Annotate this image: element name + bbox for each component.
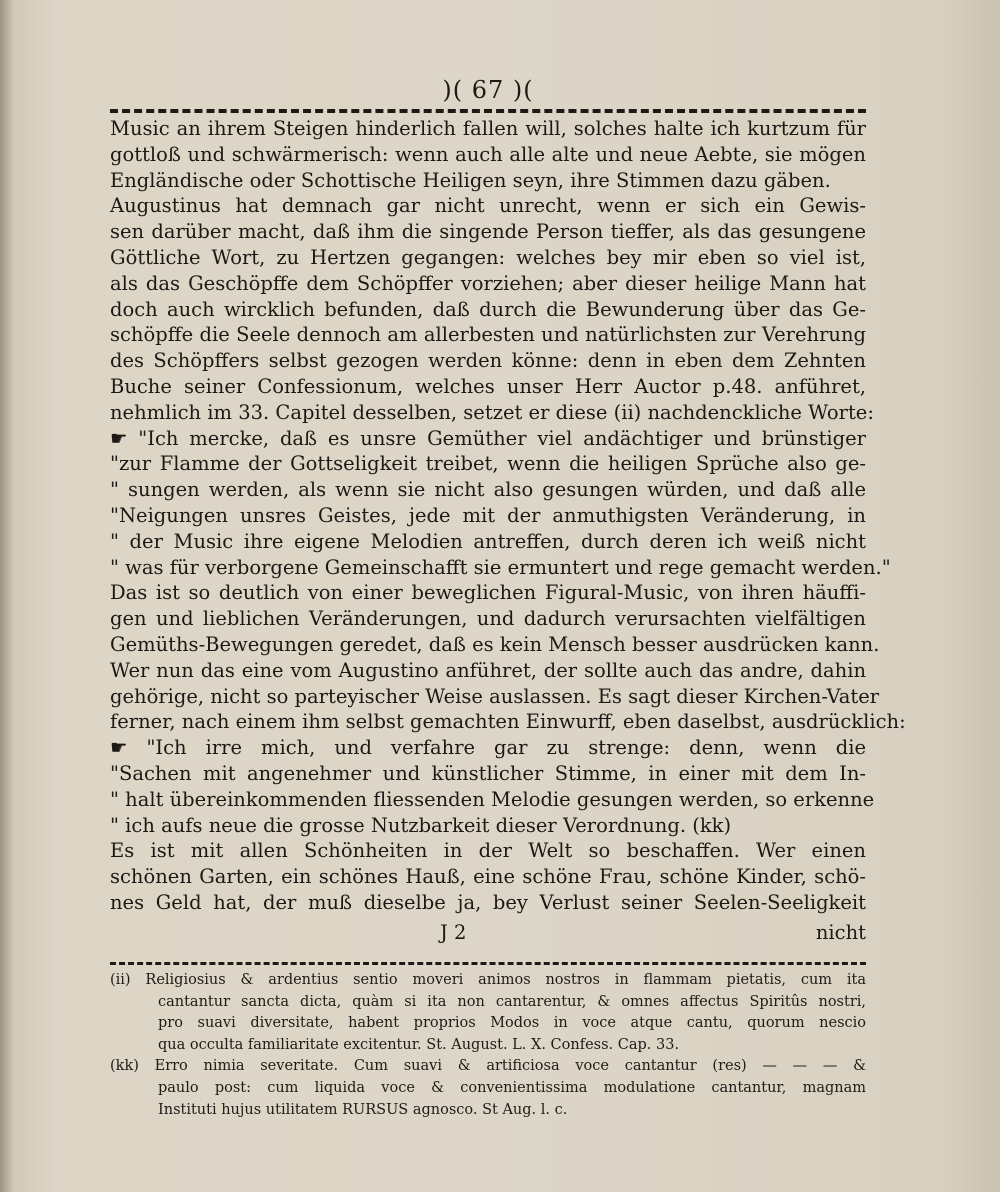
footnote-line: (kk) Erro nimia severitate. Cum suavi & artificiosa voce cantantur (res) — — — & bbox=[110, 1058, 866, 1075]
footnotes bbox=[110, 970, 866, 1121]
text-line: gehörige, nicht so parteyischer Weise auslassen. Es sagt dieser Kirchen-Vater bbox=[110, 684, 880, 708]
text-line: sen darüber macht, daß ihm die singende Person tieffer, als das gesungene bbox=[110, 220, 866, 244]
text-line: ☛ "Ich mercke, daß es unsre Gemüther viel andächtiger und brünstiger bbox=[110, 426, 866, 450]
header-rule bbox=[110, 109, 866, 113]
text-line: Es ist mit allen Schönheiten in der Welt so beschaffen. Wer einen bbox=[110, 839, 866, 863]
footnote-line: (ii) Religiosius & ardentius sentio moveri animos nostros in flammam pietatis, cum ita bbox=[110, 972, 866, 988]
text-line: nehmlich im 33. Capitel desselben, setzet er diese (ii) nachdenckliche Worte: bbox=[110, 400, 874, 424]
signature-mark: J 2 bbox=[440, 921, 467, 944]
text-line: Augustinus hat demnach gar nicht unrecht, wenn er sich ein Gewis- bbox=[110, 194, 866, 218]
footnote-line: pro suavi diversitate, habent proprios Modos in voce atque cantu, quorum nescio bbox=[158, 1015, 866, 1032]
page-number: )( 67 )( bbox=[442, 76, 534, 104]
text-line: schöpffe die Seele dennoch am allerbesten und natürlichsten zur Verehrung bbox=[110, 323, 866, 347]
footnote-rule bbox=[110, 962, 866, 965]
text-line: Music an ihrem Steigen hinderlich fallen will, solches halte ich kurtzum für bbox=[110, 117, 866, 140]
text-line: " was für verborgene Gemeinschafft sie ermuntert und rege gemacht werden." bbox=[110, 555, 891, 579]
page-edge-shadow bbox=[0, 0, 14, 1192]
main-text bbox=[110, 116, 906, 916]
footnote-line: paulo post: cum liquida voce & convenientissima modulatione cantantur, magnam bbox=[158, 1079, 866, 1096]
text-line: Buche seiner Confessionum, welches unser Herr Auctor p.48. anführet, bbox=[110, 374, 866, 398]
footnote-line: qua occulta familiaritate excitentur. St. August. L. X. Confess. Cap. 33. bbox=[158, 1036, 680, 1053]
catchword: nicht bbox=[815, 921, 866, 944]
text-line: doch auch wircklich befunden, daß durch die Bewunderung über das Ge- bbox=[110, 297, 866, 321]
footnote-line: Instituti hujus utilitatem RURSUS agnosco. St Aug. l. c. bbox=[158, 1101, 568, 1118]
text-line: Wer nun das eine vom Augustino anführet, der sollte auch das andre, dahin bbox=[110, 658, 866, 682]
page-footer-line bbox=[110, 921, 866, 951]
text-line: " der Music ihre eigene Melodien antreffen, durch deren ich weiß nicht bbox=[110, 529, 866, 553]
footnote-line: cantantur sancta dicta, quàm si ita non cantarentur, & omnes affectus Spiritûs nostri, bbox=[158, 993, 866, 1010]
text-line: Engländische oder Schottische Heiligen seyn, ihre Stimmen dazu gäben. bbox=[110, 168, 831, 192]
text-line: "zur Flamme der Gottseligkeit treibet, wenn die heiligen Sprüche also ge- bbox=[110, 452, 866, 476]
text-line: Das ist so deutlich von einer beweglichen Figural-Music, von ihren häuffi- bbox=[110, 581, 866, 605]
text-line: Gemüths-Bewegungen geredet, daß es kein Mensch besser ausdrücken kann. bbox=[110, 632, 880, 656]
text-line: "Neigungen unsres Geistes, jede mit der anmuthigsten Veränderung, in bbox=[110, 503, 866, 527]
text-line: " sungen werden, als wenn sie nicht also gesungen würden, und daß alle bbox=[110, 478, 866, 502]
text-line: ☛ "Ich irre mich, und verfahre gar zu strenge: denn, wenn die bbox=[110, 736, 866, 760]
text-line: "Sachen mit angenehmer und künstlicher Stimme, in einer mit dem In- bbox=[110, 761, 866, 785]
text-line: " ich aufs neue die grosse Nutzbarkeit dieser Verordnung. (kk) bbox=[110, 813, 732, 837]
page-header bbox=[110, 76, 866, 116]
text-line: nes Geld hat, der muß dieselbe ja, bey Verlust seiner Seelen-Seeligkeit bbox=[110, 890, 866, 914]
text-line: " halt übereinkommenden fliessenden Melodie gesungen werden, so erkenne bbox=[110, 787, 875, 811]
text-line: Göttliche Wort, zu Hertzen gegangen: welches bey mir eben so viel ist, bbox=[110, 245, 866, 269]
text-line: als das Geschöpffe dem Schöpffer vorziehen; aber dieser heilige Mann hat bbox=[110, 271, 866, 295]
text-line: ferner, nach einem ihm selbst gemachten Einwurff, eben daselbst, ausdrücklich: bbox=[110, 710, 906, 734]
text-line: schönen Garten, ein schönes Hauß, eine schöne Frau, schöne Kinder, schö- bbox=[110, 865, 866, 889]
text-line: gottloß und schwärmerisch: wenn auch alle alte und neue Aebte, sie mögen bbox=[110, 142, 866, 166]
text-line: des Schöpffers selbst gezogen werden könne: denn in eben dem Zehnten bbox=[110, 349, 866, 373]
text-line: gen und lieblichen Veränderungen, und dadurch verursachten vielfältigen bbox=[110, 607, 866, 631]
